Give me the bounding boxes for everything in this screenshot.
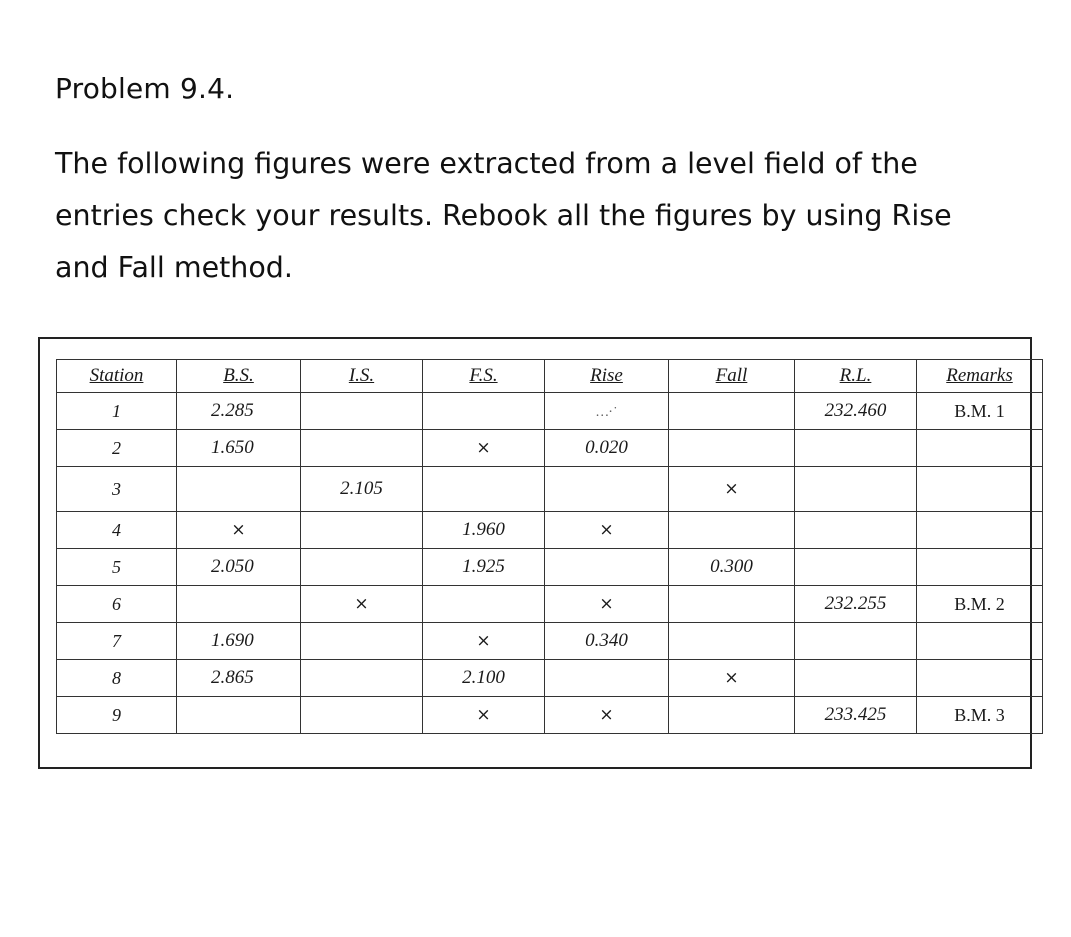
cell-rise: 0.340	[545, 623, 669, 660]
cell-rl	[795, 549, 917, 586]
cell-rl	[795, 512, 917, 549]
table-row	[57, 393, 1043, 430]
cell-remarks: B.M. 3	[917, 697, 1043, 734]
cell-rise	[545, 549, 669, 586]
col-header-rise: Rise	[545, 360, 669, 393]
cell-bs: 2.865	[177, 660, 301, 697]
cell-bs: ×	[177, 512, 301, 549]
cell-station: 8	[57, 660, 177, 697]
cell-remarks: B.M. 1	[917, 393, 1043, 430]
col-header-fall: Fall	[669, 360, 795, 393]
cell-rise	[545, 467, 669, 512]
cell-is: 2.105	[301, 467, 423, 512]
cell-fs	[423, 393, 545, 430]
cell-is	[301, 393, 423, 430]
cell-fs: ×	[423, 623, 545, 660]
cell-fall	[669, 393, 795, 430]
cell-is: ×	[301, 586, 423, 623]
cell-fall	[669, 623, 795, 660]
cell-station: 2	[57, 430, 177, 467]
table-row	[57, 586, 1043, 623]
scribble-mark: …·˙	[596, 405, 617, 420]
col-header-bs: B.S.	[177, 360, 301, 393]
cell-fs	[423, 467, 545, 512]
cell-rl	[795, 660, 917, 697]
problem-statement	[55, 138, 1055, 294]
cell-rl	[795, 467, 917, 512]
table-row	[57, 549, 1043, 586]
cell-remarks	[917, 512, 1043, 549]
statement-line: entries check your results. Rebook all the figures by using Rise	[55, 199, 952, 232]
cell-station: 6	[57, 586, 177, 623]
cell-station: 3	[57, 467, 177, 512]
level-book-table	[56, 359, 1043, 734]
cell-fall	[669, 586, 795, 623]
cell-fs: 2.100	[423, 660, 545, 697]
cell-remarks	[917, 660, 1043, 697]
cell-rise	[545, 660, 669, 697]
cell-bs: 2.050	[177, 549, 301, 586]
cell-is	[301, 512, 423, 549]
cell-station: 4	[57, 512, 177, 549]
cell-remarks	[917, 623, 1043, 660]
col-header-is: I.S.	[301, 360, 423, 393]
cell-fall: 0.300	[669, 549, 795, 586]
cell-rl	[795, 623, 917, 660]
col-header-fs: F.S.	[423, 360, 545, 393]
cell-fall	[669, 697, 795, 734]
cell-fs: 1.925	[423, 549, 545, 586]
cell-bs: 1.650	[177, 430, 301, 467]
statement-line: The following figures were extracted from a level field of the	[55, 147, 918, 180]
cell-rise: ×	[545, 512, 669, 549]
cell-remarks	[917, 430, 1043, 467]
cell-fs	[423, 586, 545, 623]
cell-fs: 1.960	[423, 512, 545, 549]
cell-rise	[545, 393, 669, 430]
problem-title: Problem 9.4.	[55, 72, 235, 105]
col-header-remarks: Remarks	[917, 360, 1043, 393]
cell-fall: ×	[669, 660, 795, 697]
cell-remarks: B.M. 2	[917, 586, 1043, 623]
cell-bs	[177, 697, 301, 734]
table-row	[57, 697, 1043, 734]
cell-rise: ×	[545, 586, 669, 623]
cell-is	[301, 697, 423, 734]
table-row	[57, 430, 1043, 467]
cell-rl: 233.425	[795, 697, 917, 734]
cell-fs: ×	[423, 430, 545, 467]
statement-line: and Fall method.	[55, 251, 293, 284]
cell-fs: ×	[423, 697, 545, 734]
cell-rise: ×	[545, 697, 669, 734]
cell-remarks	[917, 549, 1043, 586]
table-row	[57, 512, 1043, 549]
cell-station: 1	[57, 393, 177, 430]
cell-rl: 232.460	[795, 393, 917, 430]
table-header-row	[57, 360, 1043, 393]
cell-is	[301, 660, 423, 697]
cell-is	[301, 549, 423, 586]
cell-rise: 0.020	[545, 430, 669, 467]
cell-fall: ×	[669, 467, 795, 512]
cell-rl	[795, 430, 917, 467]
cell-fall	[669, 430, 795, 467]
cell-bs: 1.690	[177, 623, 301, 660]
cell-rl: 232.255	[795, 586, 917, 623]
table-row	[57, 623, 1043, 660]
cell-bs	[177, 586, 301, 623]
table-row	[57, 660, 1043, 697]
cell-station: 9	[57, 697, 177, 734]
col-header-rl: R.L.	[795, 360, 917, 393]
table-row	[57, 467, 1043, 512]
cell-fall	[669, 512, 795, 549]
cell-bs: 2.285	[177, 393, 301, 430]
cell-station: 5	[57, 549, 177, 586]
cell-bs	[177, 467, 301, 512]
cell-is	[301, 623, 423, 660]
col-header-station: Station	[57, 360, 177, 393]
cell-is	[301, 430, 423, 467]
cell-station: 7	[57, 623, 177, 660]
cell-remarks	[917, 467, 1043, 512]
